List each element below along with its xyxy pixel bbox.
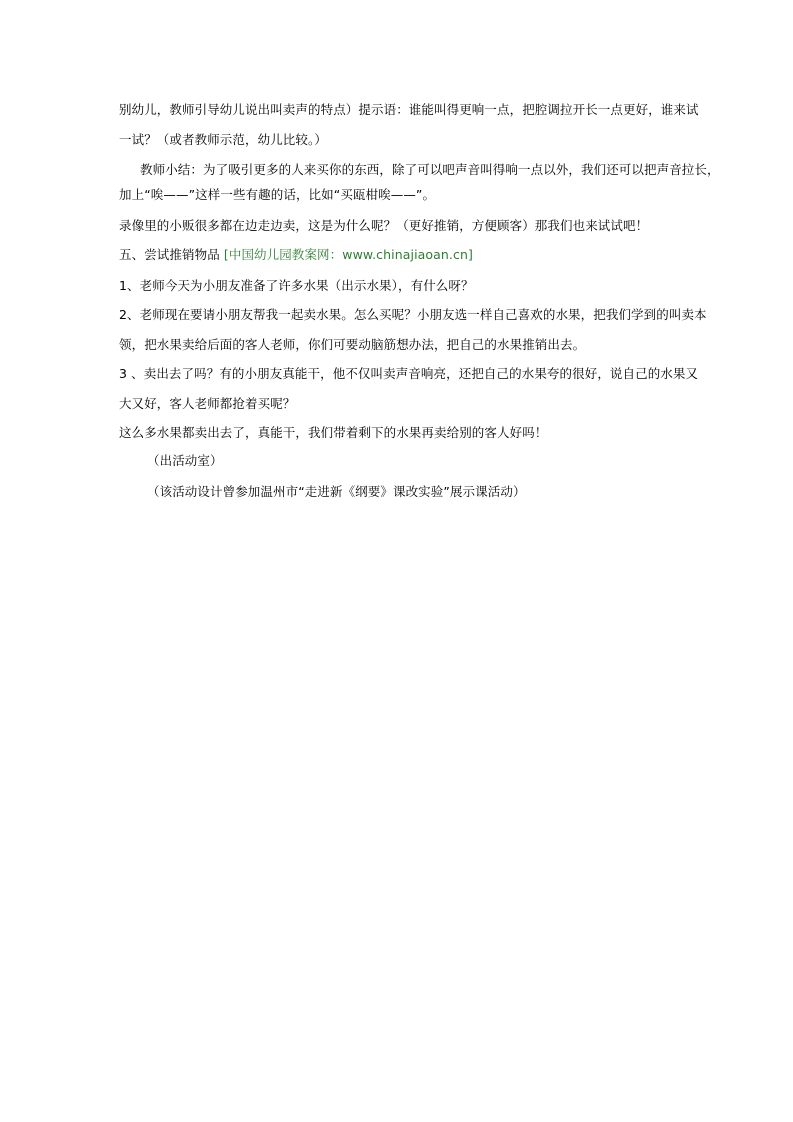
text-line-11: 大又好，客人老师都抢着买呢？ xyxy=(119,396,296,411)
text-line-3: 教师小结：为了吸引更多的人来买你的东西，除了可以吧声音叫得响一点以外，我们还可以把声音拉长， xyxy=(140,162,720,177)
text-line-14: （该活动设计曾参加温州市“走进新《纲要》课改实验”展示课活动） xyxy=(147,484,526,499)
section-heading-five xyxy=(119,246,679,264)
text-line-7: 1、老师今天为小朋友准备了许多水果（出示水果），有什么呀？ xyxy=(119,278,474,293)
text-line-13: （出活动室） xyxy=(147,453,223,468)
text-line-8: 2、老师现在要请小朋友帮我一起卖水果。怎么买呢？小朋友选一样自己喜欢的水果，把我们学到的叫卖本 xyxy=(119,307,707,322)
text-line-5: 录像里的小贩很多都在边走边卖，这是为什么呢？（更好推销，方便顾客）那我们也来试试吧！ xyxy=(119,218,649,233)
text-line-2: 一试？（或者教师示范，幼儿比较。） xyxy=(119,132,327,147)
text-line-10: 3 、卖出去了吗？有的小朋友真能干，他不仅叫卖声音响亮，还把自己的水果夸的很好，说自己的水果又 xyxy=(119,366,699,381)
section-heading-text: 五、尝试推销物品 xyxy=(119,247,224,262)
text-line-4: 加上“唉——”这样一些有趣的话，比如“买瓯柑唉——”。 xyxy=(119,187,436,202)
text-line-9: 领，把水果卖给后面的客人老师，你们可要动脑筋想办法，把自己的水果推销出去。 xyxy=(119,337,586,352)
text-line-12: 这么多水果都卖出去了，真能干，我们带着剩下的水果再卖给别的客人好吗！ xyxy=(119,425,548,440)
source-link[interactable]: [中国幼儿园教案网：www.chinajiaoan.cn] xyxy=(223,247,473,262)
text-line-1: 别幼儿，教师引导幼儿说出叫卖声的特点）提示语：谁能叫得更响一点，把腔调拉开长一点更好，谁来试 xyxy=(119,102,699,117)
